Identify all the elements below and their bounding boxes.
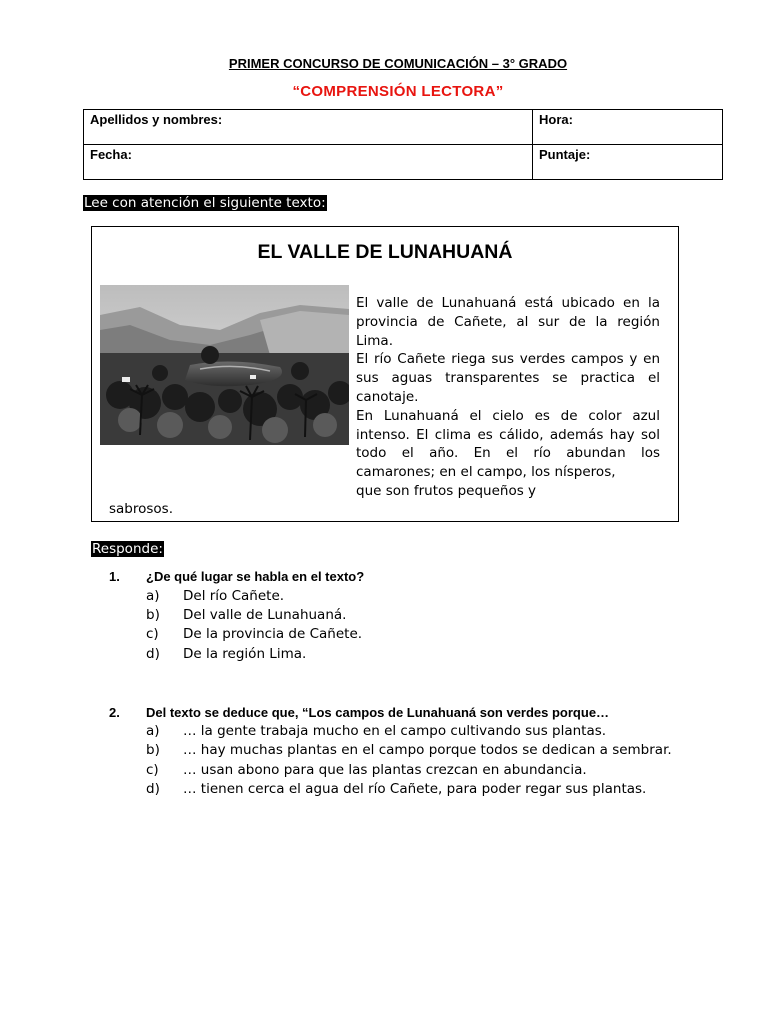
document-subtitle: “COMPRENSIÓN LECTORA”: [292, 83, 504, 100]
q2-option-b[interactable]: … hay muchas plantas en el campo porque todos se dedican a sembrar.: [183, 742, 672, 758]
reading-title: EL VALLE DE LUNAHUANÁ: [257, 241, 513, 263]
passage-paragraph: El valle de Lunahuaná está ubicado en la provincia de Cañete, al sur de la región Lima.: [356, 295, 660, 349]
q2-option-b-letter: b): [146, 742, 160, 758]
q2-option-a-letter: a): [146, 723, 160, 739]
instruction-line: [83, 192, 327, 211]
document-title: PRIMER CONCURSO DE COMUNICACIÓN – 3° GRADO: [228, 56, 568, 71]
passage-paragraph: El río Cañete riega sus verdes campos y en sus aguas transparentes se practica el canotaje.: [356, 351, 660, 405]
time-label: Hora:: [539, 112, 573, 127]
q2-option-d[interactable]: … tienen cerca el agua del río Cañete, para poder regar sus plantas.: [183, 781, 647, 797]
passage-last-line: que son frutos pequeños y: [356, 482, 537, 499]
q2-option-d-letter: d): [146, 781, 160, 797]
date-cell[interactable]: [84, 145, 533, 180]
q1-option-b-letter: b): [146, 607, 160, 623]
student-info-table: [83, 109, 723, 180]
q1-option-d-letter: d): [146, 646, 160, 662]
q1-option-b[interactable]: Del valle de Lunahuaná.: [183, 607, 347, 623]
time-cell[interactable]: [533, 110, 723, 145]
score-label: Puntaje:: [539, 147, 591, 162]
q1-option-c-letter: c): [146, 626, 159, 642]
date-label: Fecha:: [90, 147, 132, 162]
names-cell[interactable]: [84, 110, 533, 145]
q1-option-c[interactable]: De la provincia de Cañete.: [183, 626, 363, 642]
names-label: Apellidos y nombres:: [90, 112, 223, 127]
valley-photo: [100, 285, 349, 445]
reading-passage: [356, 294, 660, 501]
question-1-text: ¿De qué lugar se habla en el texto?: [146, 569, 365, 584]
q1-option-a[interactable]: Del río Cañete.: [183, 588, 285, 604]
question-2-number: 2.: [109, 705, 120, 720]
q2-option-c[interactable]: … usan abono para que las plantas crezcan en abundancia.: [183, 762, 587, 778]
q2-option-a[interactable]: … la gente trabaja mucho en el campo cultivando sus plantas.: [183, 723, 607, 739]
question-1-number: 1.: [109, 569, 120, 584]
q1-option-d[interactable]: De la región Lima.: [183, 646, 307, 662]
passage-continuation: sabrosos.: [109, 501, 174, 517]
score-cell[interactable]: [533, 145, 723, 180]
q2-option-c-letter: c): [146, 762, 159, 778]
passage-paragraph: En Lunahuaná el cielo es de color azul intenso. El clima es cálido, además hay sol todo el año. En el río abundan los camarones; en el campo, los nísperos,: [356, 407, 660, 481]
respond-label: Responde:: [92, 541, 163, 557]
respond-line: [91, 538, 164, 557]
q1-option-a-letter: a): [146, 588, 160, 604]
instruction-text: Lee con atención el siguiente texto:: [84, 195, 326, 211]
question-2-text: Del texto se deduce que, “Los campos de Lunahuaná son verdes porque…: [146, 705, 610, 720]
